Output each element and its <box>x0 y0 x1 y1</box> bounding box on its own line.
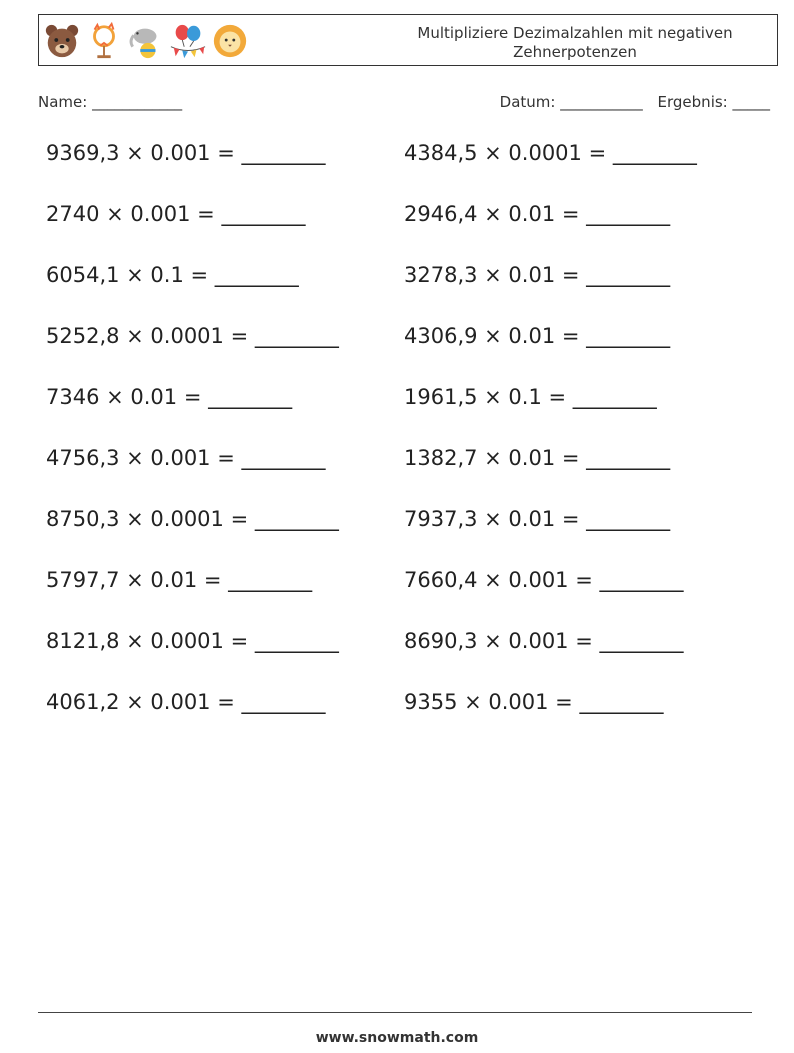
problem-right: 8690,3 × 0.001 = ________ <box>404 629 684 653</box>
problem-row <box>46 568 766 629</box>
problem-row <box>46 629 766 690</box>
problem-left: 8121,8 × 0.0001 = ________ <box>46 629 339 653</box>
problem-row <box>46 385 766 446</box>
problem-left: 6054,1 × 0.1 = ________ <box>46 263 299 287</box>
problem-row <box>46 446 766 507</box>
worksheet-header <box>38 14 778 66</box>
problem-row <box>46 263 766 324</box>
problem-row <box>46 324 766 385</box>
problem-left: 5252,8 × 0.0001 = ________ <box>46 324 339 348</box>
problem-right: 3278,3 × 0.01 = ________ <box>404 263 671 287</box>
problem-grid <box>46 141 766 751</box>
problem-left: 4061,2 × 0.001 = ________ <box>46 690 326 714</box>
problem-row <box>46 202 766 263</box>
problem-right: 9355 × 0.001 = ________ <box>404 690 664 714</box>
header-icons <box>43 19 249 63</box>
worksheet-title: Multipliziere Dezimalzahlen mit negativen Zehnerpotenzen <box>417 24 733 61</box>
hoop-icon <box>85 21 123 61</box>
problem-row <box>46 141 766 202</box>
result-field: Ergebnis: _____ <box>657 93 770 111</box>
footer-url[interactable]: www.snowmath.com <box>315 1030 479 1046</box>
date-result-fields <box>500 93 770 111</box>
problem-right: 1961,5 × 0.1 = ________ <box>404 385 657 409</box>
problem-row <box>46 690 766 751</box>
elephant-on-ball-icon <box>127 21 165 61</box>
problem-right: 1382,7 × 0.01 = ________ <box>404 446 671 470</box>
problem-left: 2740 × 0.001 = ________ <box>46 202 306 226</box>
problem-right: 2946,4 × 0.01 = ________ <box>404 202 671 226</box>
problem-left: 5797,7 × 0.01 = ________ <box>46 568 313 592</box>
balloons-bunting-icon <box>169 21 207 61</box>
date-field: Datum: ___________ <box>499 93 643 111</box>
problem-left: 9369,3 × 0.001 = ________ <box>46 141 326 165</box>
problem-row <box>46 507 766 568</box>
footer-divider <box>38 1012 752 1013</box>
problem-right: 4306,9 × 0.01 = ________ <box>404 324 671 348</box>
problem-left: 8750,3 × 0.0001 = ________ <box>46 507 339 531</box>
problem-right: 4384,5 × 0.0001 = ________ <box>404 141 697 165</box>
bear-face-icon <box>43 21 81 61</box>
name-field: Name: ____________ <box>38 93 183 111</box>
problem-right: 7660,4 × 0.001 = ________ <box>404 568 684 592</box>
lion-face-icon <box>211 21 249 61</box>
problem-left: 7346 × 0.01 = ________ <box>46 385 293 409</box>
problem-right: 7937,3 × 0.01 = ________ <box>404 507 671 531</box>
problem-left: 4756,3 × 0.001 = ________ <box>46 446 326 470</box>
